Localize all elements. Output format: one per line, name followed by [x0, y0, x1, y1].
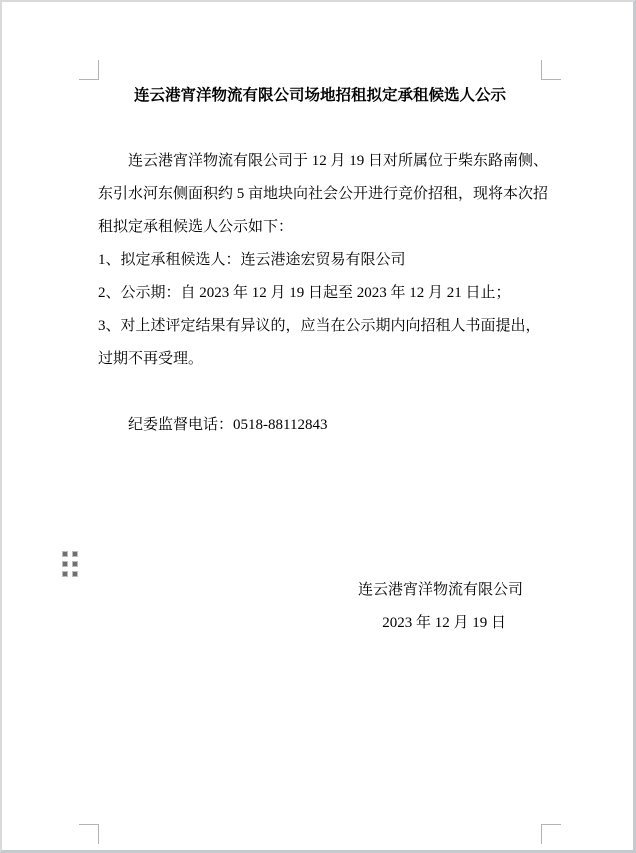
signature-company: 连云港宵洋物流有限公司 [357, 582, 523, 598]
handle-dot [73, 572, 77, 576]
drag-handle-dots-icon[interactable] [63, 552, 77, 576]
handle-dot [63, 552, 67, 556]
blank-line [98, 112, 542, 145]
handle-dot [73, 562, 77, 566]
text-boundary-mark-bottom-left [79, 824, 99, 844]
list-item-1: 1、拟定承租候选人：连云港途宏贸易有限公司 [98, 252, 406, 268]
blank-line [98, 376, 542, 409]
handle-dot [63, 562, 67, 566]
blank-lines [98, 442, 542, 574]
signature-date: 2023 年 12 月 19 日 [382, 615, 506, 631]
paragraph1-line2: 东引水河东侧面积约 5 亩地块向社会公开进行竞价招租，现将本次招 [98, 186, 549, 202]
document-body [98, 79, 549, 640]
document-title: 连云港宵洋物流有限公司场地招租拟定承租候选人公示 [133, 87, 506, 104]
paragraph1-line3: 租拟定承租候选人公示如下： [98, 219, 294, 235]
handle-dot [73, 552, 77, 556]
list-item-3-line2: 过期不再受理。 [98, 351, 204, 367]
paragraph1-line1: 连云港宵洋物流有限公司于 12 月 19 日对所属位于柴东路南侧、 [128, 153, 549, 169]
supervision-phone-line: 纪委监督电话：0518-88112843 [128, 417, 328, 433]
text-boundary-mark-bottom-right [541, 824, 561, 844]
list-item-2: 2、公示期：自 2023 年 12 月 19 日起至 2023 年 12 月 21 日止； [98, 285, 511, 301]
text-boundary-mark-top-left [79, 60, 99, 80]
text-boundary-mark-top-right [541, 60, 561, 80]
list-item-3-line1: 3、对上述评定结果有异议的，应当在公示期内向招租人书面提出， [98, 318, 541, 334]
handle-dot [63, 572, 67, 576]
